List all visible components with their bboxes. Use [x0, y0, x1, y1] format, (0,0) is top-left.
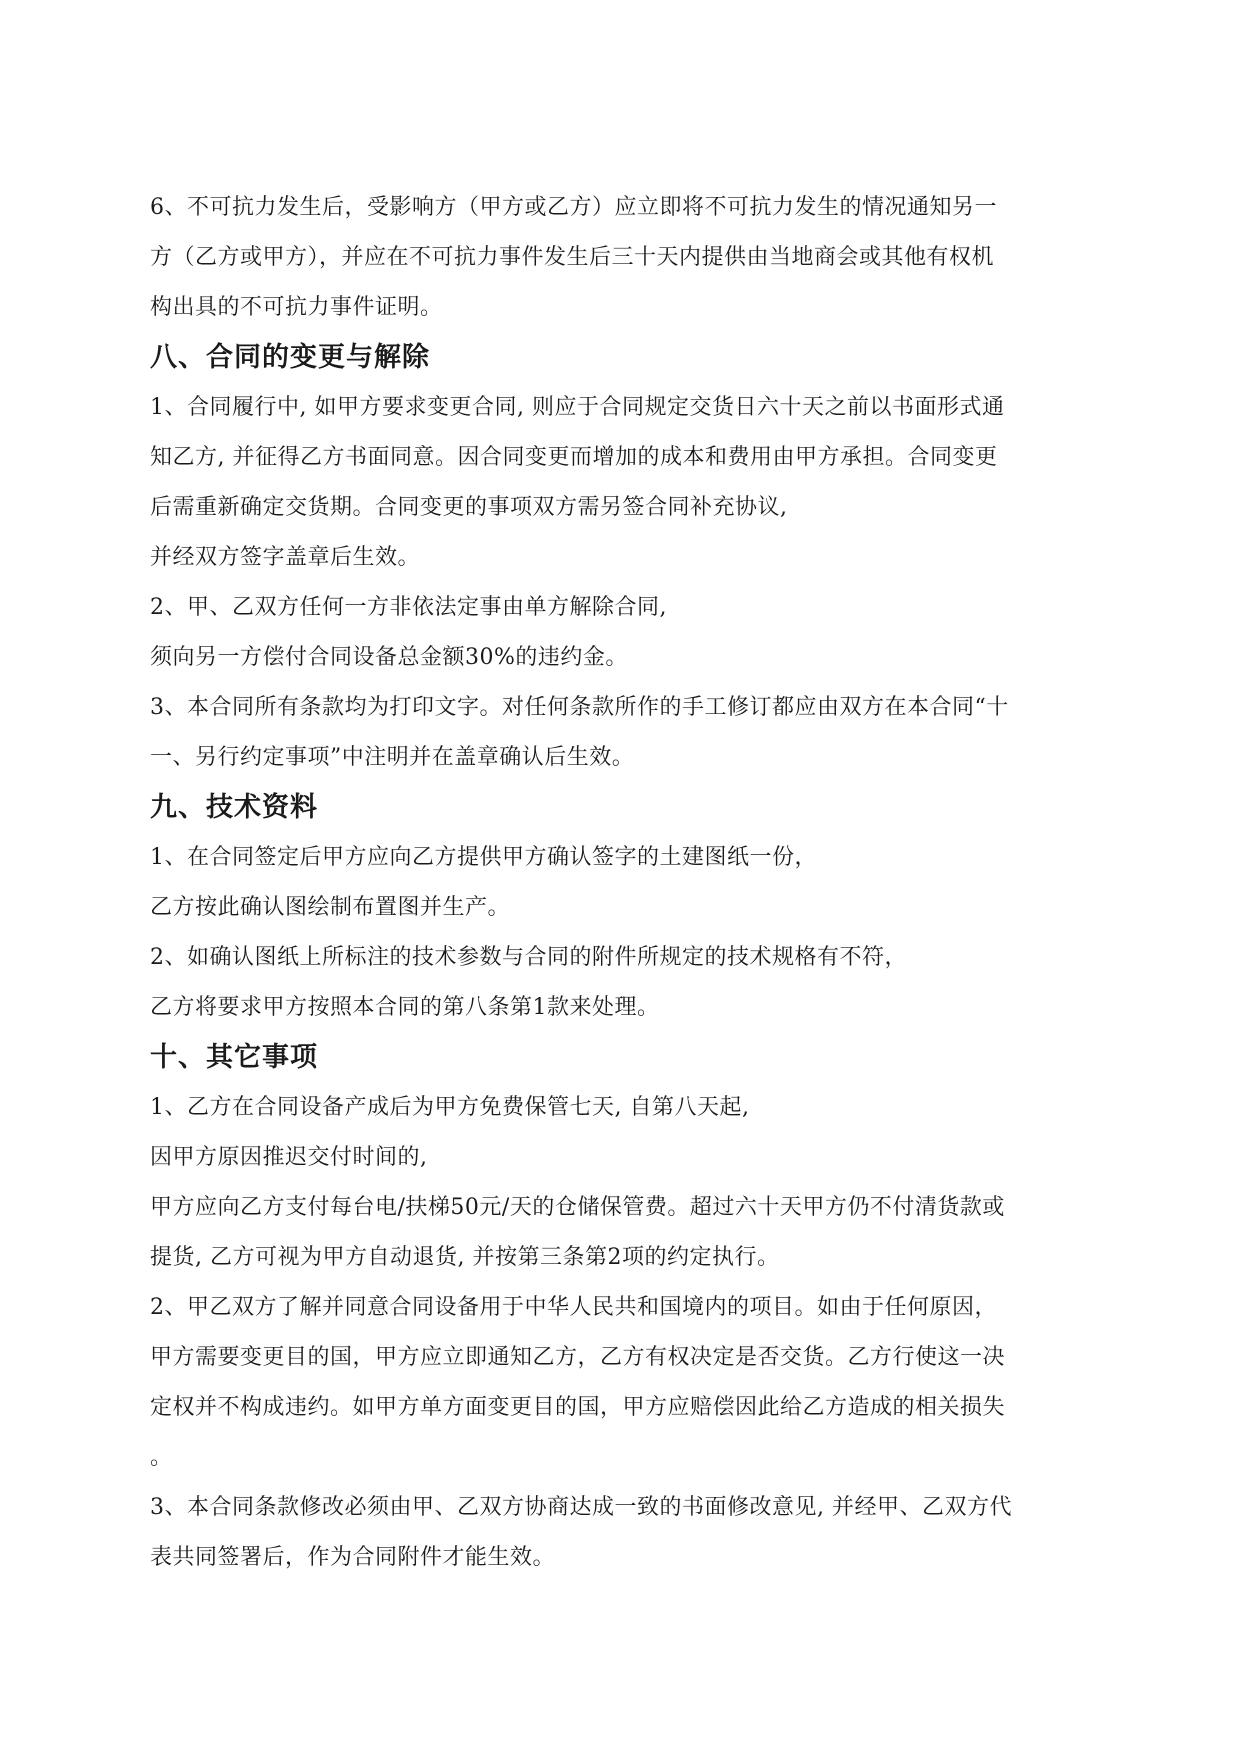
paragraph-line: 3、本合同所有条款均为打印文字。对任何条款所作的手工修订都应由双方在本合同“十	[150, 695, 1009, 720]
paragraph-line: 1、合同履行中, 如甲方要求变更合同, 则应于合同规定交货日六十天之前以书面形式通	[150, 395, 1005, 420]
paragraph-line: 构出具的不可抗力事件证明。	[150, 295, 443, 320]
paragraph-line: 后需重新确定交货期。合同变更的事项双方需另签合同补充协议,	[150, 495, 788, 520]
paragraph-line: 甲方应向乙方支付每台电/扶梯50元/天的仓储保管费。超过六十天甲方仍不付清货款或	[150, 1195, 1005, 1220]
paragraph-line: 乙方按此确认图绘制布置图并生产。	[150, 895, 511, 920]
paragraph-line: 2、甲乙双方了解并同意合同设备用于中华人民共和国境内的项目。如由于任何原因，	[150, 1295, 997, 1320]
paragraph-line: 2、如确认图纸上所标注的技术参数与合同的附件所规定的技术规格有不符，	[150, 945, 907, 970]
paragraph-line: 3、本合同条款修改必须由甲、乙双方协商达成一致的书面修改意见, 并经甲、乙双方代	[150, 1495, 1012, 1520]
paragraph-line: 定权并不构成违约。如甲方单方面变更目的国，甲方应赔偿因此给乙方造成的相关损失	[150, 1395, 1006, 1420]
paragraph-line: 须向另一方偿付合同设备总金额30%的违约金。	[150, 645, 628, 670]
paragraph-line: 提货, 乙方可视为甲方自动退货, 并按第三条第2项的约定执行。	[150, 1245, 780, 1270]
paragraph-line: 6、不可抗力发生后，受影响方（甲方或乙方）应立即将不可抗力发生的情况通知另一	[150, 195, 997, 220]
paragraph-line: 因甲方原因推迟交付时间的,	[150, 1145, 428, 1170]
paragraph-line: 一、另行约定事项”中注明并在盖章确认后生效。	[150, 745, 635, 770]
paragraph-line: 知乙方, 并征得乙方书面同意。因合同变更而增加的成本和费用由甲方承担。合同变更	[150, 445, 998, 470]
section-heading: 九、技术资料	[150, 792, 318, 823]
paragraph-line: 1、在合同签定后甲方应向乙方提供甲方确认签字的土建图纸一份，	[150, 845, 817, 870]
paragraph-line: 甲方需要变更目的国，甲方应立即通知乙方，乙方有权决定是否交货。乙方行使这一决	[150, 1345, 1006, 1370]
document-page	[150, 183, 1095, 1583]
paragraph-line: 1、乙方在合同设备产成后为甲方免费保管七天, 自第八天起,	[150, 1095, 750, 1120]
paragraph-line: 方（乙方或甲方），并应在不可抗力事件发生后三十天内提供由当地商会或其他有权机	[150, 245, 995, 270]
paragraph-line: 。	[150, 1445, 173, 1470]
paragraph-line: 乙方将要求甲方按照本合同的第八条第1款来处理。	[150, 995, 660, 1020]
paragraph-line: 并经双方签字盖章后生效。	[150, 545, 421, 570]
paragraph-line: 2、甲、乙双方任何一方非依法定事由单方解除合同,	[150, 595, 667, 620]
section-heading: 十、其它事项	[150, 1042, 318, 1073]
paragraph-line: 表共同签署后，作为合同附件才能生效。	[150, 1545, 556, 1570]
section-heading: 八、合同的变更与解除	[150, 342, 430, 373]
